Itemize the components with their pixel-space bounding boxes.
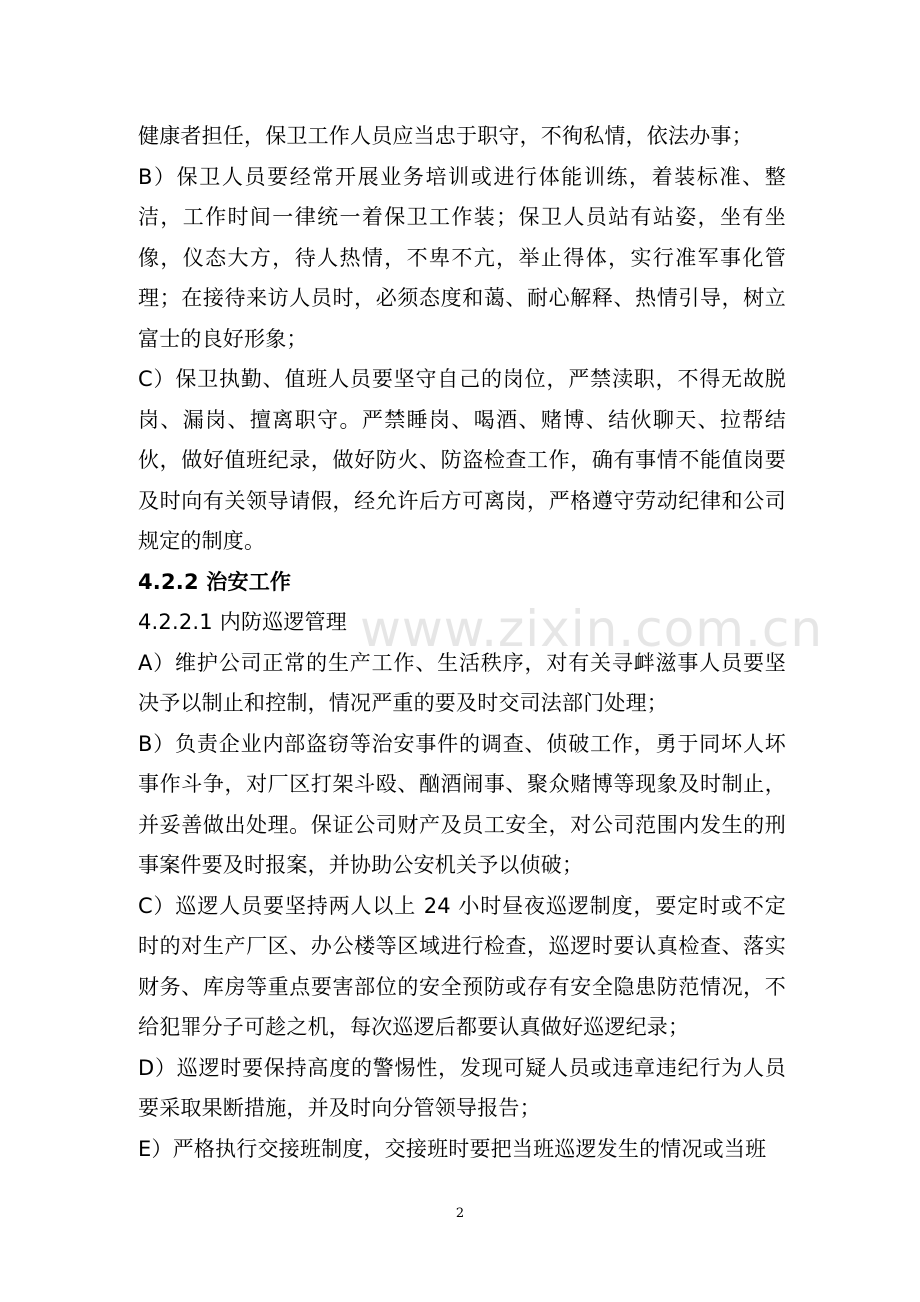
paragraph-b-investigation: B）负责企业内部盗窃等治安事件的调查、侦破工作，勇于同坏人坏事作斗争，对厂区打架斗殴、酗酒闹事、聚众赌博等现象及时制止，并妥善做出处理。保证公司财产及员工安全，对公司范围内发生的刑事案件要及时报案，并协助公安机关予以侦破； bbox=[138, 731, 786, 877]
paragraph-e-handover: E）严格执行交接班制度，交接班时要把当班巡逻发生的情况或当班 bbox=[138, 1136, 767, 1161]
page-number: 2 bbox=[455, 1206, 465, 1221]
watermark: www.zixin.com.cn bbox=[360, 600, 824, 658]
paragraph-a-order: A）维护公司正常的生产工作、生活秩序，对有关寻衅滋事人员要坚决予以制止和控制，情况严重的要及时交司法部门处理； bbox=[138, 650, 786, 715]
paragraph-continuation: 健康者担任，保卫工作人员应当忠于职守，不徇私情，依法办事； bbox=[138, 124, 753, 148]
paragraph-c-duty-rules: C）保卫执勤、值班人员要坚守自己的岗位，严禁渎职，不得无故脱岗、漏岗、擅离职守。严禁睡岗、喝酒、赌博、结伙聊天、拉帮结伙，做好值班纪录，做好防火、防盗检查工作，确有事情不能值岗要及时向有关领导请假，经允许后方可离岗，严格遵守劳动纪律和公司规定的制度。 bbox=[138, 367, 786, 553]
paragraph-d-vigilance: D）巡逻时要保持高度的警惕性，发现可疑人员或违章违纪行为人员要采取果断措施，并及时向分管领导报告； bbox=[138, 1055, 786, 1120]
document-body bbox=[138, 116, 786, 1169]
section-heading: 4.2.2 治安工作 bbox=[138, 569, 292, 594]
subsection-heading: 4.2.2.1 内防巡逻管理 bbox=[138, 610, 347, 634]
paragraph-b-staff-standards: B）保卫人员要经常开展业务培训或进行体能训练，着装标准、整洁，工作时间一律统一着保卫工作装；保卫人员站有站姿，坐有坐像，仪态大方，待人热情，不卑不亢，举止得体，实行准军事化管理；在接待来访人员时，必须态度和蔼、耐心解释、热情引导，树立富士的良好形象； bbox=[138, 164, 786, 351]
paragraph-c-patrol: C）巡逻人员要坚持两人以上 24 小时昼夜巡逻制度，要定时或不定时的对生产厂区、办公楼等区域进行检查，巡逻时要认真检查、落实财务、库房等重点要害部位的安全预防或存有安全隐患防范情况，不给犯罪分子可趁之机，每次巡逻后都要认真做好巡逻纪录； bbox=[138, 893, 786, 1039]
